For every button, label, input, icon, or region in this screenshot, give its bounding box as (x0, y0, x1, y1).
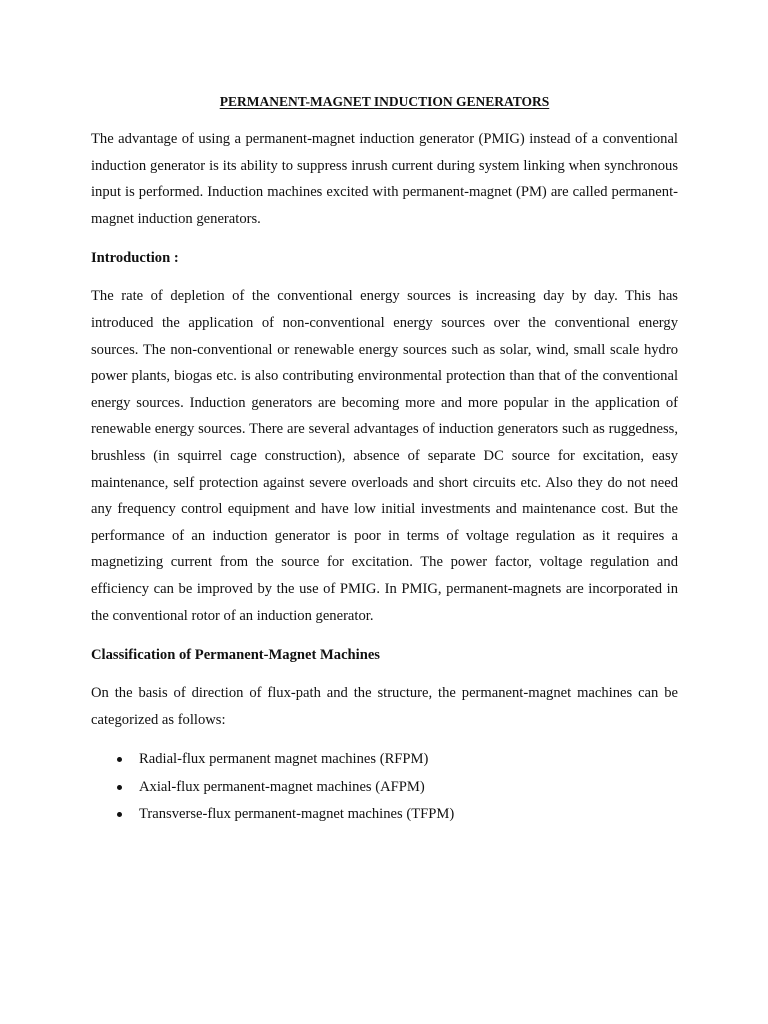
classification-body: On the basis of direction of flux-path and the structure, the permanent-magnet machines can be categorized as follows: (91, 685, 678, 728)
list-item (91, 801, 678, 829)
bullet-icon (117, 785, 122, 790)
list-item (91, 774, 678, 802)
list-item-text: Transverse-flux permanent-magnet machines (TFPM) (139, 806, 455, 823)
machine-types-list (91, 746, 678, 829)
list-item-text: Radial-flux permanent magnet machines (RFPM) (139, 751, 429, 768)
classification-heading: Classification of Permanent-Magnet Machines (91, 647, 380, 664)
introduction-heading: Introduction : (91, 250, 179, 267)
list-item-text: Axial-flux permanent-magnet machines (AFPM) (139, 778, 425, 795)
document-page (91, 92, 678, 829)
bullet-icon (117, 812, 122, 817)
bullet-icon (117, 757, 122, 762)
list-item (91, 746, 678, 774)
introduction-body: The rate of depletion of the conventional energy sources is increasing day by day. This has introduced the application of non-conventional energy sources over the conventional energy sources. The non-conventional or renewable energy sources such as solar, wind, small scale hydro power plants, biogas etc. is also contributing environmental protection than that of the conventional energy sources. Induction generators are becoming more and more popular in the application of renewable energy sources. There are several advantages of induction generators such as ruggedness, brushless (in squirrel cage construction), absence of separate DC source for excitation, easy maintenance, self protection against severe overloads and short circuits etc. Also they do not need any frequency control equipment and have low initial investments and maintenance cost. But the performance of an induction generator is poor in terms of voltage regulation as it requires a magnetizing current from the source for excitation. The power factor, voltage regulation and efficiency can be improved by the use of PMIG. In PMIG, permanent-magnets are incorporated in the conventional rotor of an induction generator. (91, 288, 678, 624)
intro-paragraph: The advantage of using a permanent-magnet induction generator (PMIG) instead of a conventional induction generator is its ability to suppress inrush current during system linking when synchronous input is performed. Induction machines excited with permanent-magnet (PM) are called permanent-magnet induction generators. (91, 131, 678, 227)
document-title: PERMANENT-MAGNET INDUCTION GENERATORS (219, 94, 550, 109)
